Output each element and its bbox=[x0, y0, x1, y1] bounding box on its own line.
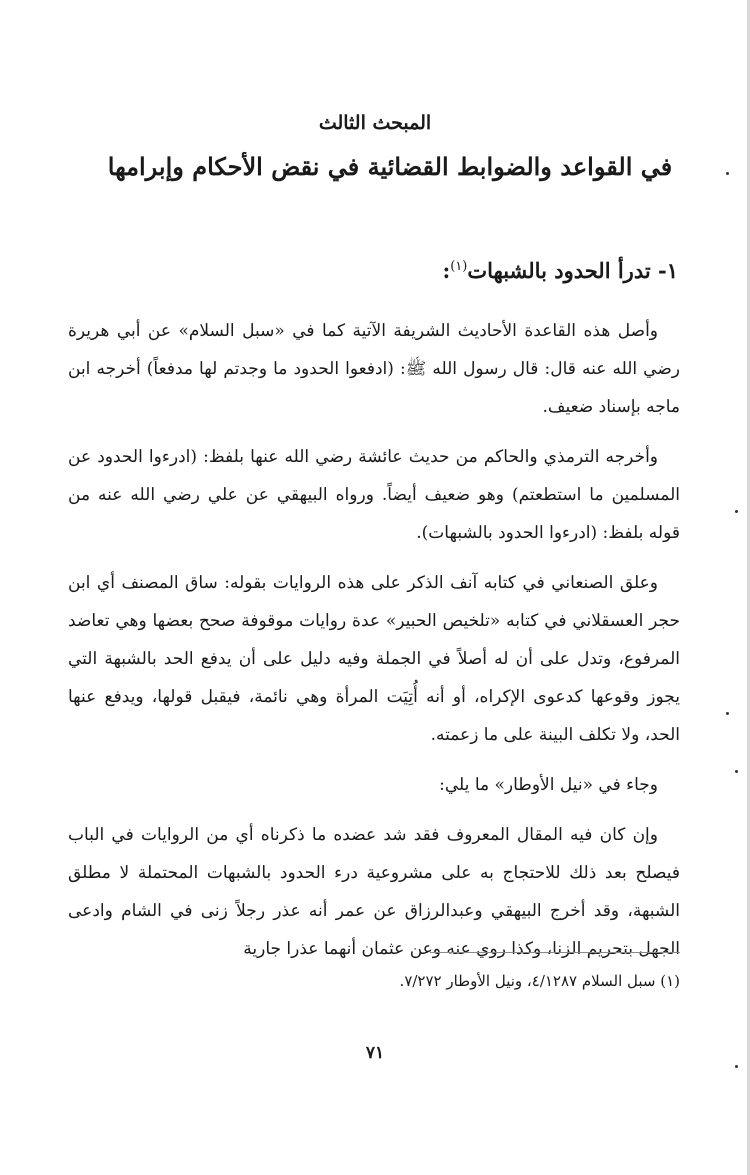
paragraph: وإن كان فيه المقال المعروف فقد شد عضده ما ذكرناه أي من الروايات في الباب فيصلح بعد ذلك للاحتجاج به على مشروعية درء الحدود بالشبهات المحتملة لا مطلق الشبهة، وقد أخرج البيهقي وعبدالرزاق عن عمر أنه عذر رجلاً زنى في الشام وادعى الجهل بتحريم الزنا، وكذا روي عنه وعن عثمان أنهما عذرا جارية bbox=[68, 825, 680, 959]
paragraph: وجاء في «نيل الأوطار» ما يلي: bbox=[439, 775, 658, 795]
section-heading-text: ١- تدرأ الحدود بالشبهات bbox=[467, 258, 678, 283]
heading-colon: : bbox=[442, 258, 451, 283]
footnote: (١) سبل السلام ٤/١٢٨٧، ونيل الأوطار ٧/٢٧٢. bbox=[399, 972, 680, 990]
body-text bbox=[68, 312, 680, 980]
scan-speck bbox=[735, 1065, 738, 1068]
footnote-reference: (١) bbox=[450, 259, 468, 274]
paragraph: وأصل هذه القاعدة الأحاديث الشريفة الآتية كما في «سبل السلام» عن أبي هريرة رضي الله عنه قال: قال رسول الله ﷺ: (ادفعوا الحدود ما وجدتم لها مدفعاً) أخرجه ابن ماجه بإسناد ضعيف. bbox=[68, 321, 680, 417]
paragraph: وعلق الصنعاني في كتابه آنف الذكر على هذه الروايات بقوله: ساق المصنف أي ابن حجر العسقلاني في كتابه «تلخيص الحبير» عدة روايات موقوفة صحح بعضها وهي تعاضد المرفوع، وتدل على أن له أصلاً في الجملة وفيه دليل على أن يدفع الحد بالشبهة التي يجوز وقوعها كدعوى الإكراه، أو أنه أُتِيَت المرأة وهي نائمة، فيقبل قولها، ويدفع عنها الحد، ولا تكلف البينة على ما زعمته. bbox=[68, 573, 680, 745]
footnote-divider bbox=[430, 952, 680, 953]
scan-speck bbox=[726, 172, 729, 175]
scan-speck bbox=[735, 770, 738, 773]
page-number: ٧١ bbox=[365, 1043, 385, 1063]
paragraph: وأخرجه الترمذي والحاكم من حديث عائشة رضي الله عنها بلفظ: (ادرءوا الحدود عن المسلمين ما استطعتم) وهو ضعيف أيضاً. ورواه البيهقي عن علي رضي الله عنه من قوله بلفظ: (ادرءوا الحدود بالشبهات). bbox=[68, 447, 680, 543]
section-heading bbox=[442, 258, 678, 283]
page-title: في القواعد والضوابط القضائية في نقض الأحكام وإبرامها bbox=[107, 152, 673, 181]
scan-speck bbox=[726, 712, 729, 715]
scan-speck bbox=[735, 510, 738, 513]
chapter-label: المبحث الثالث bbox=[318, 112, 432, 134]
